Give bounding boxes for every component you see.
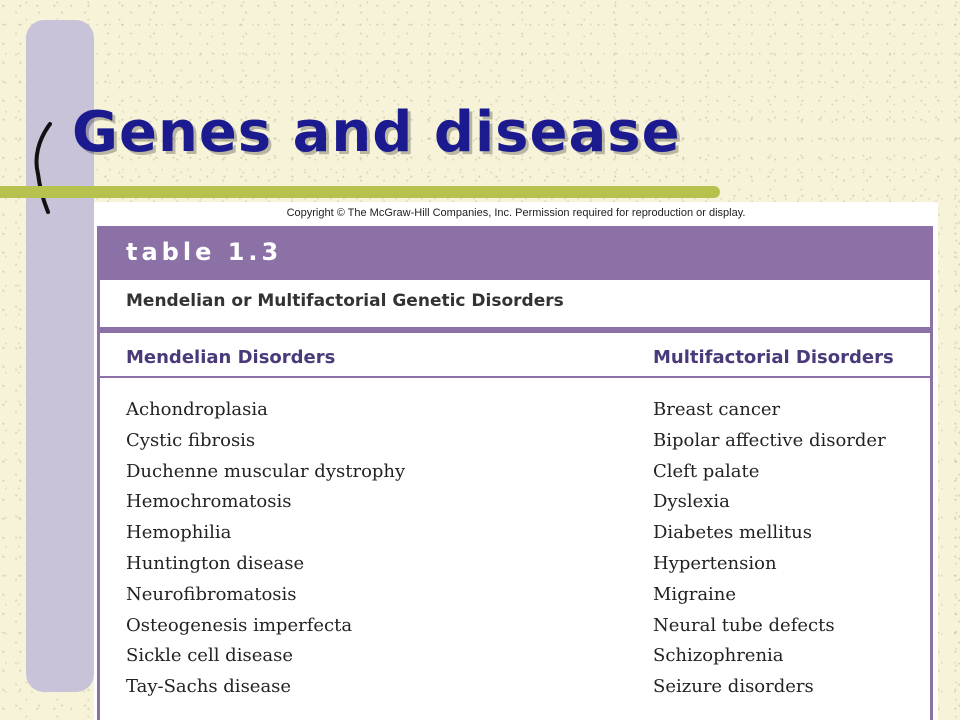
multifactorial-item: Bipolar affective disorder <box>653 429 886 451</box>
title-underline <box>0 186 720 198</box>
mendelian-item: Cystic fibrosis <box>126 429 256 451</box>
table-caption: Mendelian or Multifactorial Genetic Disorders <box>126 291 564 311</box>
mendelian-item: Sickle cell disease <box>126 645 293 667</box>
column-header-multifactorial: Multifactorial Disorders <box>653 347 894 368</box>
mendelian-item: Duchenne muscular dystrophy <box>126 460 406 482</box>
mendelian-list <box>126 395 405 703</box>
multifactorial-item: Breast cancer <box>653 399 781 420</box>
caption-divider <box>100 327 930 333</box>
mendelian-item: Achondroplasia <box>126 399 268 420</box>
multifactorial-item: Migraine <box>653 583 737 605</box>
multifactorial-item: Hypertension <box>653 552 777 574</box>
copyright-notice: Copyright © The McGraw-Hill Companies, Inc. Permission required for reproduction or display. <box>286 207 746 219</box>
multifactorial-item: Diabetes mellitus <box>653 522 812 544</box>
mendelian-item: Hemochromatosis <box>126 491 292 513</box>
multifactorial-item: Dyslexia <box>653 491 730 513</box>
mendelian-item: Neurofibromatosis <box>126 583 297 605</box>
multifactorial-list <box>653 395 886 703</box>
mendelian-item: Osteogenesis imperfecta <box>126 614 353 636</box>
table-label: table 1.3 <box>126 238 283 266</box>
header-divider <box>100 376 930 378</box>
mendelian-item: Tay-Sachs disease <box>126 676 292 698</box>
table-figure <box>94 202 938 720</box>
multifactorial-item: Seizure disorders <box>653 676 814 698</box>
slide-title: Genes and disease <box>72 100 681 165</box>
table-frame <box>97 226 933 720</box>
mendelian-item: Huntington disease <box>126 552 305 574</box>
multifactorial-item: Schizophrenia <box>653 645 784 667</box>
multifactorial-item: Cleft palate <box>653 460 760 482</box>
table-header-band <box>100 229 930 280</box>
multifactorial-item: Neural tube defects <box>653 614 835 636</box>
column-header-mendelian: Mendelian Disorders <box>126 347 336 368</box>
mendelian-item: Hemophilia <box>126 522 232 544</box>
